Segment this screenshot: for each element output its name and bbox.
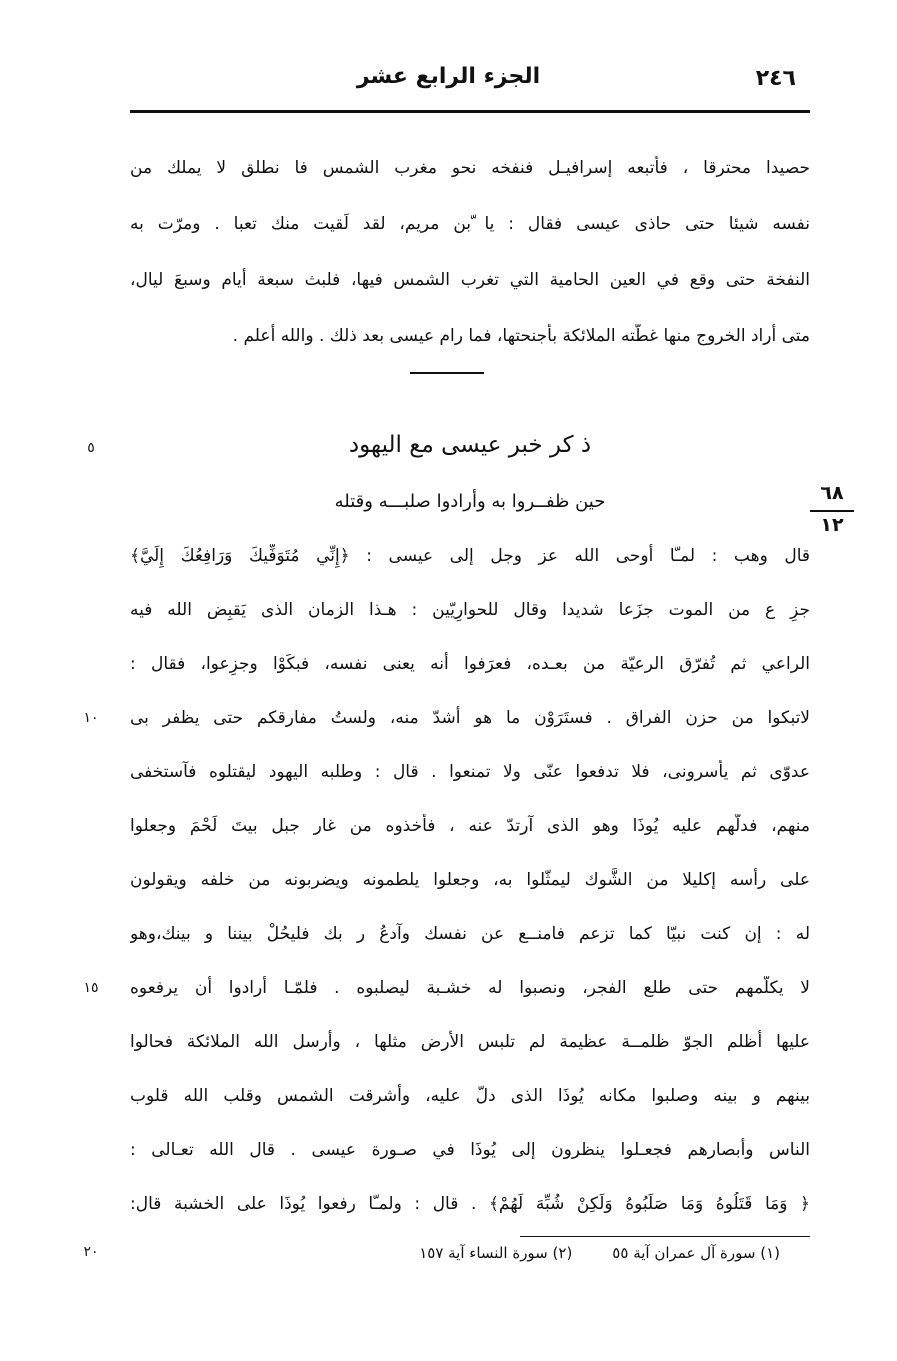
- footnote-2: (٢) سورة النساء آية ١٥٧: [419, 1244, 573, 1262]
- body-line: له : إن كنت نبيّا كما تزعم فامنــع عن نفسك وآدعُ ر بك فليحُلْ بيننا و بينك،وهو: [130, 924, 810, 944]
- section-divider: [410, 372, 484, 374]
- body-line: عليها أظلم الجوّ ظلمــة عظيمة لم تلبس الأرض مثلها ، وأرسل الله الملائكة فحالوا: [130, 1032, 810, 1052]
- margin-line-number: ١٠: [83, 710, 99, 726]
- body-line: بينهم و بينه وصلبوا مكانه يُوذَا الذى دلّ عليه، وأشرقت الشمس وقلب الله قلوب: [130, 1086, 810, 1106]
- body-line: حصيدا محترقا ، فأتبعه إسرافيـل فنفخه نحو مغرب الشمس فا نطلق لا يملك من: [130, 158, 810, 178]
- source-page-reference: [802, 482, 862, 540]
- body-line: لاتبكوا من حزن الفراق . فستَرَوْن ما هو أشدّ منه، ولستُ مفارقكم حتى يظفر بى: [130, 708, 810, 728]
- body-line: الراعي ثم تُفرّق الرعيّة من بعـده، فعرَفوا أنه يعنى نفسه، فبكَوْا وجزِعوا، فقال :: [130, 654, 810, 674]
- footnote-1: (١) سورة آل عمران آية ٥٥: [612, 1244, 780, 1262]
- source-reference-bottom: ١٢: [820, 514, 844, 536]
- body-line: لا يكلّمهم حتى طلع الفجر، ونصبوا له خشـبة ليصلبوه . فلمّـا أرادوا أن يرفعوه: [130, 978, 810, 998]
- source-reference-top: ٦٨: [820, 482, 844, 504]
- section-subtitle: حين ظفــروا به وأرادوا صلبـــه وقتله: [334, 491, 606, 512]
- margin-line-number: ٢٠: [83, 1244, 99, 1260]
- margin-line-number: ٥: [87, 440, 95, 456]
- body-line: النفخة حتى وقع في العين الحامية التي تغرب الشمس فيها، فلبث سبعة أيام وسبعَ ليال،: [130, 270, 810, 290]
- running-title: الجزء الرابع عشر: [356, 64, 541, 89]
- body-line: متى أراد الخروج منها غطّته الملائكة بأجنحتها، فما رام عيسى بعد ذلك . والله أعلم .: [232, 326, 810, 346]
- body-line: جزِ ع من الموت جزَعا شديدا وقال للحوارِيّين : هـذا الزمان الذى يَقبِض الله فيه: [130, 600, 810, 620]
- header-rule: [130, 110, 810, 113]
- body-line: على رأسه إكليلا من الشَّوك ليمثّلوا به، وجعلوا يلطمونه ويضربونه من خلفه ويقولون: [130, 870, 810, 890]
- footnote-rule: [520, 1236, 810, 1237]
- body-line: قال وهب : لمـّا أوحى الله عز وجل إلى عيسى : ﴿إِنِّي مُتَوَفِّيكَ وَرَافِعُكَ إِلَيَّ﴾: [130, 546, 810, 566]
- body-line: ﴿ وَمَا قَتَلُوهُ وَمَا صَلَبُوهُ وَلَكِنْ شُبِّهَ لَهُمْ﴾ . قال : ولمـّا رفعوا يُوذَا على الخشبة قال:: [130, 1194, 810, 1214]
- body-line: الناس وأبصارهم فجعـلوا ينظرون إلى يُوذَا في صـورة عيسى . قال الله تعـالى :: [130, 1140, 810, 1160]
- page-number: ٢٤٦: [755, 66, 796, 91]
- source-reference-rule: [810, 510, 854, 512]
- body-line: نفسه شيئا حتى حاذى عيسى فقال : يا ّبن مريم، لقد لَقيت منك تعبا . ومرّت به: [130, 214, 810, 234]
- body-line: منهم، فدلّهم عليه يُوذَا وهو الذى آرتدّ عنه ، فأخذوه من غار جبل بيتَ لَحْمَ وجعلوا: [130, 816, 810, 836]
- section-title: ذ كر خبر عيسى مع اليهود: [348, 432, 592, 458]
- margin-line-number: ١٥: [83, 980, 99, 996]
- footnotes: [280, 1244, 780, 1262]
- body-line: عدوّى ثم يأسرونى، فلا تدفعوا عنّى ولا تمنعوا . قال : وطلبه اليهود ليقتلوه فآستخفى: [130, 762, 810, 782]
